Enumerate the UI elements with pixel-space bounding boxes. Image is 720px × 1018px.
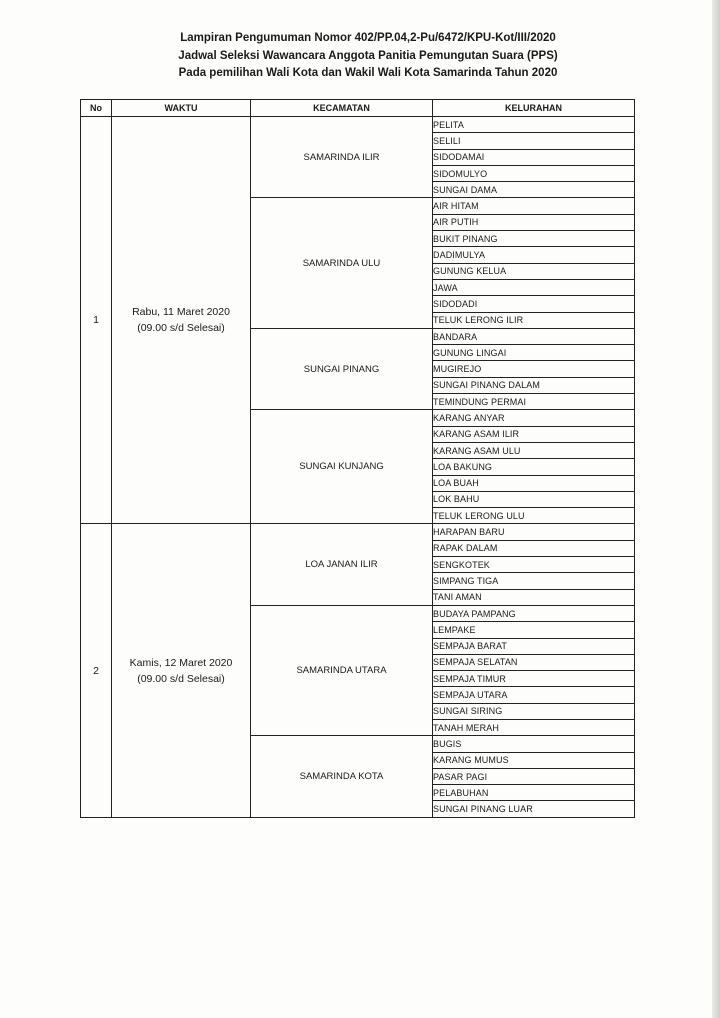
table-row <box>81 117 635 133</box>
cell-kelurahan: SUNGAI SIRING <box>433 703 635 719</box>
cell-kelurahan: KARANG ASAM ULU <box>433 442 635 458</box>
cell-kelurahan: AIR PUTIH <box>433 214 635 230</box>
cell-no: 2 <box>81 524 112 817</box>
cell-kelurahan: KARANG ASAM ILIR <box>433 426 635 442</box>
table-row <box>81 524 635 540</box>
cell-kelurahan: LOA BUAH <box>433 475 635 491</box>
column-header-kecamatan: KECAMATAN <box>251 100 433 117</box>
header-line-2: Jadwal Seleksi Wawancara Anggota Panitia Pemungutan Suara (PPS) <box>178 49 558 62</box>
cell-kelurahan: SELILI <box>433 133 635 149</box>
cell-kecamatan: SUNGAI PINANG <box>251 328 433 409</box>
cell-kelurahan: SIMPANG TIGA <box>433 573 635 589</box>
waktu-date: Kamis, 12 Maret 2020 <box>129 656 233 669</box>
cell-kelurahan: LOA BAKUNG <box>433 459 635 475</box>
header-line-3: Pada pemilihan Wali Kota dan Wakil Wali Kota Samarinda Tahun 2020 <box>178 67 558 79</box>
waktu-time: (09.00 s/d Selesai) <box>137 322 225 335</box>
cell-kelurahan: TANI AMAN <box>433 589 635 605</box>
cell-kelurahan: SEMPAJA SELATAN <box>433 654 635 670</box>
cell-kelurahan: PELITA <box>433 117 635 133</box>
cell-kelurahan: JAWA <box>433 279 635 295</box>
cell-kecamatan: SAMARINDA KOTA <box>251 736 433 817</box>
cell-kecamatan: SAMARINDA UTARA <box>251 605 433 735</box>
cell-kelurahan: PELABUHAN <box>433 785 635 801</box>
cell-kelurahan: TANAH MERAH <box>433 719 635 735</box>
schedule-table <box>80 99 635 818</box>
cell-kelurahan: BUDAYA PAMPANG <box>433 605 635 621</box>
cell-kelurahan: SIDODAMAI <box>433 149 635 165</box>
cell-kelurahan: SIDOMULYO <box>433 165 635 181</box>
cell-kecamatan: LOA JANAN ILIR <box>251 524 433 605</box>
page-edge-shadow <box>712 0 720 1018</box>
cell-kelurahan: RAPAK DALAM <box>433 540 635 556</box>
cell-waktu <box>112 524 251 817</box>
waktu-time: (09.00 s/d Selesai) <box>137 672 225 685</box>
cell-kelurahan: KARANG ANYAR <box>433 410 635 426</box>
cell-kelurahan: SIDODADI <box>433 296 635 312</box>
cell-kelurahan: SUNGAI DAMA <box>433 182 635 198</box>
cell-kelurahan: SEMPAJA UTARA <box>433 687 635 703</box>
cell-kelurahan: SEMPAJA TIMUR <box>433 671 635 687</box>
waktu-date: Rabu, 11 Maret 2020 <box>132 306 230 319</box>
cell-kecamatan: SUNGAI KUNJANG <box>251 410 433 524</box>
cell-kelurahan: DADIMULYA <box>433 247 635 263</box>
cell-kelurahan: LEMPAKE <box>433 622 635 638</box>
cell-kelurahan: PASAR PAGI <box>433 768 635 784</box>
column-header-kelurahan: KELURAHAN <box>433 100 635 117</box>
document-header <box>0 30 720 83</box>
cell-kelurahan: GUNUNG KELUA <box>433 263 635 279</box>
cell-waktu <box>112 117 251 524</box>
cell-no: 1 <box>81 117 112 524</box>
column-header-waktu: WAKTU <box>112 100 251 117</box>
table-header-row <box>81 100 635 117</box>
cell-kelurahan: SUNGAI PINANG DALAM <box>433 377 635 393</box>
cell-kelurahan: SEMPAJA BARAT <box>433 638 635 654</box>
cell-kelurahan: BUGIS <box>433 736 635 752</box>
cell-kecamatan: SAMARINDA ILIR <box>251 117 433 198</box>
cell-kelurahan: SENGKOTEK <box>433 557 635 573</box>
cell-kelurahan: BANDARA <box>433 328 635 344</box>
cell-kelurahan: HARAPAN BARU <box>433 524 635 540</box>
cell-kelurahan: LOK BAHU <box>433 491 635 507</box>
header-line-1: Lampiran Pengumuman Nomor 402/PP.04,2-Pu/6472/KPU-Kot/III/2020 <box>180 32 556 44</box>
cell-kecamatan: SAMARINDA ULU <box>251 198 433 328</box>
cell-kelurahan: AIR HITAM <box>433 198 635 214</box>
cell-kelurahan: TELUK LERONG ILIR <box>433 312 635 328</box>
cell-kelurahan: GUNUNG LINGAI <box>433 345 635 361</box>
column-header-no: No <box>81 100 112 117</box>
cell-kelurahan: KARANG MUMUS <box>433 752 635 768</box>
cell-kelurahan: TELUK LERONG ULU <box>433 508 635 524</box>
cell-kelurahan: MUGIREJO <box>433 361 635 377</box>
cell-kelurahan: BUKIT PINANG <box>433 231 635 247</box>
cell-kelurahan: TEMINDUNG PERMAI <box>433 394 635 410</box>
cell-kelurahan: SUNGAI PINANG LUAR <box>433 801 635 817</box>
